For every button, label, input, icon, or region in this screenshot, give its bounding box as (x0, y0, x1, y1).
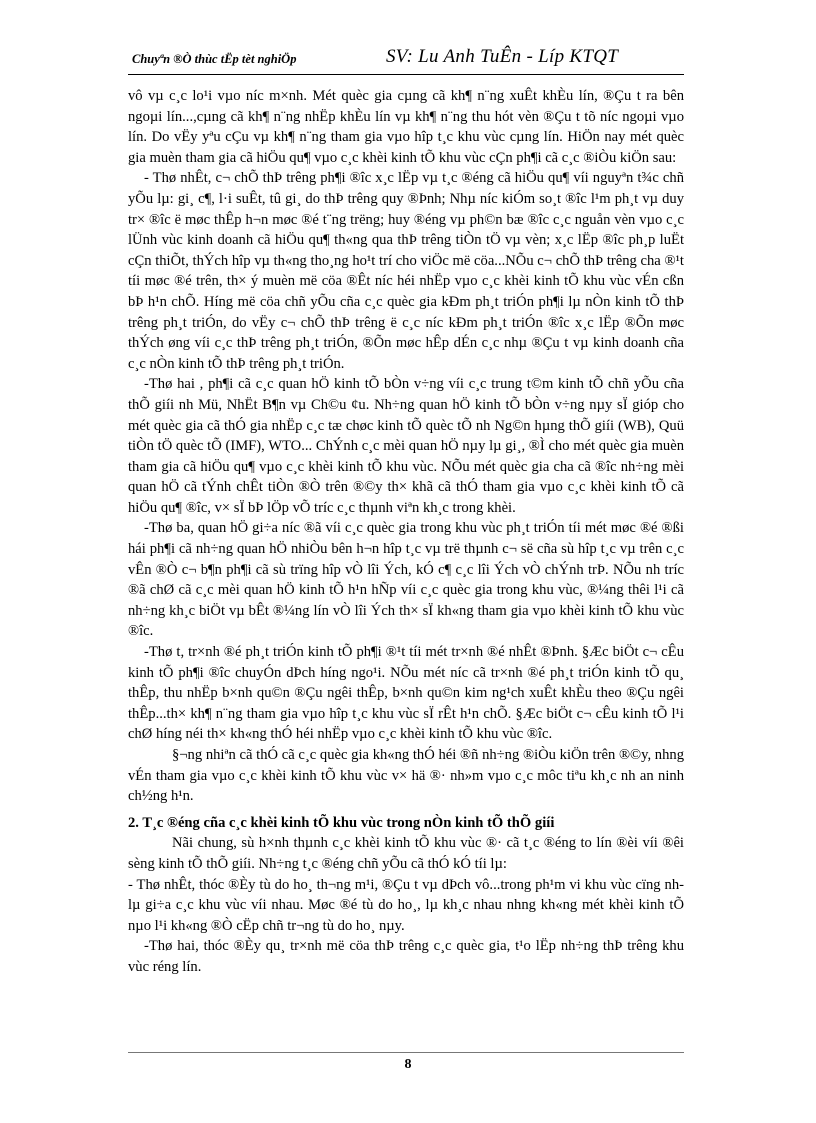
header-author: SV: Lu Anh TuÊn - Líp KTQT (386, 46, 619, 67)
paragraph: - Thø nhÊt, thóc ®Èy tù do ho¸ th¬ng m¹i, ®Çu t vµ dÞch vô...trong ph¹m vi khu vùc cïng nh lµ gi÷a c¸c khu vùc víi nhau. Møc ®é tù do ho¸, lµ kh¸c nhau nhng kh«ng mét khèi kinh tÕ nµo l¹i kh«ng ®Ò cËp chñ tr¬ng tù do ho¸ nµy. (128, 876, 684, 934)
paragraph: §¬ng nhiªn cã thÓ cã c¸c quèc gia kh«ng thÓ héi ®ñ nh÷ng ®iÒu kiÖn trên ®©y, nhng vÉn tham gia vµo c¸c khèi kinh tÕ khu vùc v× hä ®· nh»m vµo c¸c môc tiªu kh¸c nh an ninh ch½ng h¹n. (128, 747, 684, 805)
paragraph: Nãi chung, sù h×nh thµnh c¸c khèi kinh tÕ khu vùc ®· cã t¸c ®éng to lín ®èi víi ®êi sèng kinh tÕ thÕ giíi. Nh÷ng t¸c ®éng chñ yÕu cã thÓ kÓ tíi lµ: (128, 835, 684, 872)
section-heading: 2. T¸c ®éng cña c¸c khèi kinh tÕ khu vùc trong nÒn kinh tÕ thÕ giíi (128, 814, 555, 831)
page-header (128, 46, 684, 72)
paragraph: vô vµ c¸c lo¹i vµo níc m×nh. Mét quèc gia cµng cã kh¶ n¨ng xuÊt khÈu lín, ®Çu t ra bên ngoµi lín...,cµng cã kh¶ n¨ng nhËp khÈu lín vµ kh¶ n¨ng thu hót vèn ®Çu t tõ níc ngoµi vµo lín. Do vËy yªu cÇu vµ kh¶ n¨ng tham gia vµo hîp t¸c khu vùc cµng lín. HiÖn nay mét quèc gia muèn tham gia cã hiÖu qu¶ vµo c¸c khèi kinh tÕ khu vùc cÇn ph¶i cã c¸c ®iÒu kiÖn sau: (128, 88, 684, 166)
paragraph: -Thø ba, quan hÖ gi÷a níc ®ã víi c¸c quèc gia trong khu vùc ph¸t triÓn tíi mét møc ®é ®ßi hái ph¶i cã nh÷ng quan hÖ nhiÒu bên h¬n hîp t¸c vµ trë thµnh c¬ së cña sù hîp t¸c vµ trên c¸c vÊn ®Ò c¬ b¶n ph¶i cã sù trïng hîp vÒ lîi Ých, kÓ c¶ c¸c lîi Ých vÒ chÝnh trÞ. NÕu nh tríc ®ã chØ cã c¸c mèi quan hÖ kinh tÕ h¹n hÑp víi c¸c quèc gia trong khu vùc, ®¼ng thêi l¹i cã nh÷ng kh¸c biÖt vµ bÊt ®¼ng lín vÒ lîi Ých th× sÏ kh«ng tham gia vµo khèi kinh tÕ khu vùc ®îc. (128, 520, 684, 640)
paragraph: -Thø hai, thóc ®Èy qu¸ tr×nh më cöa thÞ trêng c¸c quèc gia, t¹o lËp nh÷ng thÞ trêng khu vùc réng lín. (128, 938, 684, 975)
document-body (128, 86, 684, 978)
paragraph: -Thø hai , ph¶i cã c¸c quan hÖ kinh tÕ bÒn v÷ng víi c¸c trung t©m kinh tÕ chñ yÕu cña thÕ giíi nh Mü, NhËt B¶n vµ Ch©u ¢u. Nh÷ng quan hÖ kinh tÕ bÒn v÷ng nµy sÏ gióp cho mét quèc gia cã thÓ gia nhËp c¸c tæ chøc kinh tÕ quèc tÕ nh Ng©n hµng thÕ giíi (WB), Quü tiÒn tÖ quèc tÕ (IMF), WTO... ChÝnh c¸c mèi quan hÖ nµy lµ gi¸, ®Ì cho mét quèc gia muèn tham gia cã hiÖu qu¶ vµo c¸c khèi kinh tÕ khu vùc. NÕu mét quèc gia cha cã ®îc nh÷ng mèi quan hÖ cã tÝnh chÊt tiÒn ®Ò trên ®©y th× khã cã thÓ tham gia vµo c¸c khèi kinh tÕ cã hiÖu qu¶ ®îc, v× sÏ bÞ lÖp vÕ tríc c¸c thµnh viªn kh¸c trong khèi. (128, 376, 684, 516)
footer-divider (128, 1052, 684, 1053)
header-title: Chuyªn ®Ò thùc tËp tèt nghiÖp (132, 52, 297, 66)
header-divider (128, 74, 684, 75)
paragraph: -Thø t, tr×nh ®é ph¸t triÓn kinh tÕ ph¶i ®¹t tíi mét tr×nh ®é nhÊt ®Þnh. §Æc biÖt c¬ cÊu kinh tÕ ph¶i ®îc chuyÓn dÞch híng ngo¹i. NÕu mét níc cã tr×nh ®é ph¸t triÓn kinh tÕ qu¸ thÊp, thu nhËp b×nh qu©n ®Çu ngêi thÊp, b×nh qu©n kim ng¹ch xuÊt khÈu theo ®Çu ngêi thÊp...th× kh¶ n¨ng tham gia vµo hîp t¸c khu vùc sÏ rÊt h¹n chÕ. §Æc biÖt c¬ cÊu kinh tÕ l¹i chØ híng néi th× kh«ng thÓ héi nhËp vµo c¸c khèi kinh tÕ khu vùc ®îc. (128, 644, 684, 743)
paragraph: - Thø nhÊt, c¬ chÕ thÞ trêng ph¶i ®îc x¸c lËp vµ t¸c ®éng cã hiÖu qu¶ víi nguyªn t¾c chñ yÕu lµ: gi¸ c¶, l·i suÊt, tû gi¸ do thÞ trêng quy ®Þnh; Nhµ níc kiÓm so¸t ®îc l¹m ph¸t vµ duy tr× ®îc ë møc thÊp h¬n møc ®é t¨ng trëng; huy ®éng vµ ph©n bæ ®îc c¸c nguån vèn vµo c¸c lÜnh vùc kinh doanh cã hiÖu qu¶ th«ng qua thÞ trêng tiÒn tÖ vµ vèn; x¸c lËp ®îc ph¸p luËt cÇn thiÕt, thÝch hîp vµ th«ng tho¸ng ho¹t trí cho viÖc më cöa...NÕu c¬ chÕ thÞ trêng cha ®¹t tíi møc ®é trên, th× ý muèn më cöa ®Êt níc héi nhËp vµo c¸c khèi kinh tÕ khu vùc vÉn cßn bÞ h¹n chÕ. Híng më cöa chñ yÕu cña c¸c quèc gia kÐm ph¸t triÓn ph¶i lµ nÒn kinh tÕ thÞ trêng ph¸t triÓn, do vËy c¬ chÕ thÞ trêng ë c¸c níc kÐm ph¸t triÓn ®îc x¸c lËp ®Õn møc thÝch øng víi c¸c thÞ trêng ph¸t triÓn, ®Õn møc hÊp dÉn c¸c nhµ ®Çu t vµ kinh doanh cña c¸c nÒn kinh tÕ thÞ trêng ph¸t triÓn. (128, 170, 684, 372)
page-number: 8 (404, 1057, 412, 1072)
